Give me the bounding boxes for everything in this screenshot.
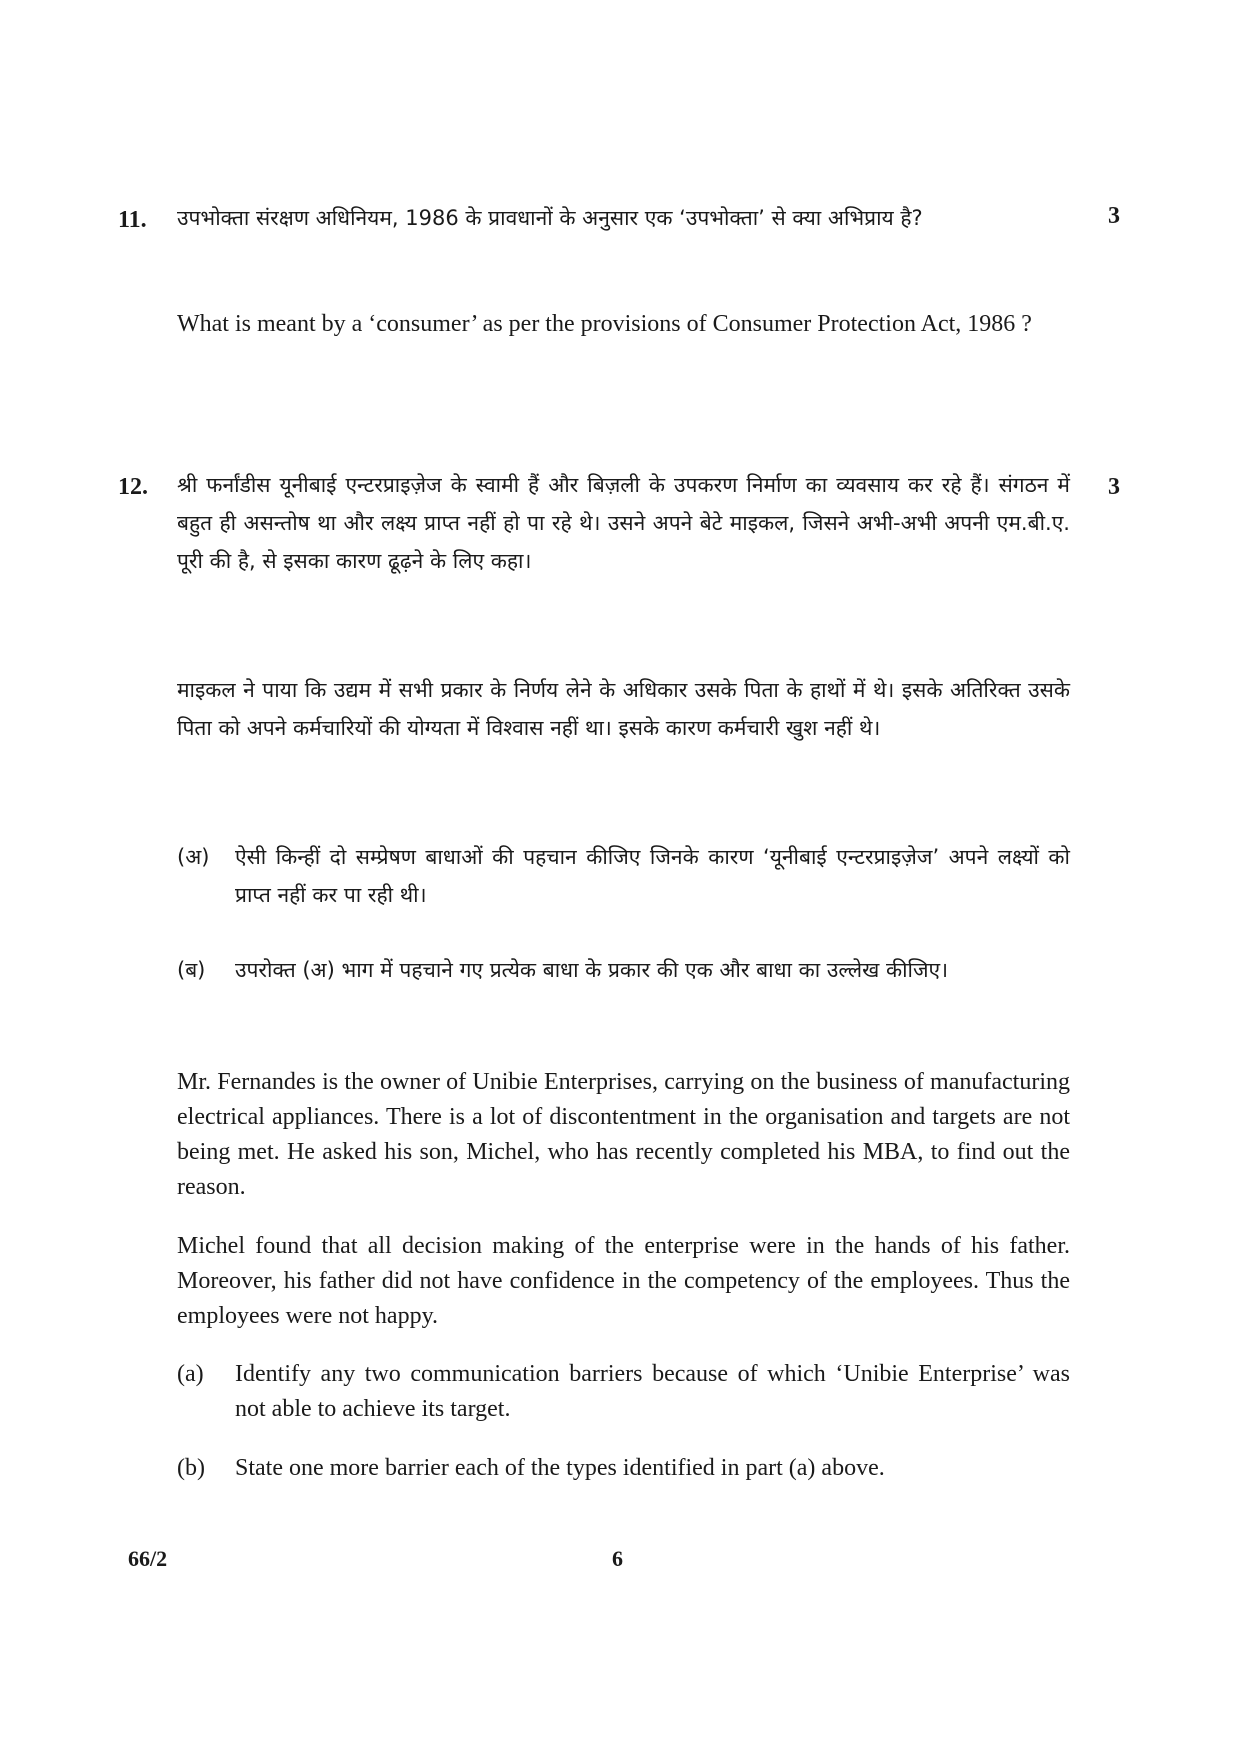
english-subquestion-a [177,1357,1070,1427]
subquestion-text: ऐसी किन्हीं दो सम्प्रेषण बाधाओं की पहचान कीजिए जिनके कारण ‘यूनीबाई एन्टरप्राइज़ेज’ अपने लक्ष्यों को प्राप्त नहीं कर पा रही थी। [235,845,1070,907]
question-english-paragraph: Michel found that all decision making of the enterprise were in the hands of his father. Moreover, his father did not have confidence in the competency of the employees. Thus the employees were not happy. [177,1233,1070,1329]
subquestion-text: State one more barrier each of the types identified in part (a) above. [235,1455,885,1481]
subquestion-label: (a) [177,1361,204,1387]
question-hindi-text: उपभोक्ता संरक्षण अधिनियम, 1986 के प्रावधानों के अनुसार एक ‘उपभोक्ता’ से क्या अभिप्राय है? [177,206,923,230]
paper-code: 66/2 [128,1546,168,1571]
subquestion-label: (ब) [177,958,206,982]
question-english-text: What is meant by a ‘consumer’ as per the provisions of Consumer Protection Act, 1986 ? [177,311,1032,337]
subquestion-text: Identify any two communication barriers because of which ‘Unibie Enterprise’ was not able to achieve its target. [235,1361,1070,1422]
question-marks: 3 [1108,474,1120,500]
question-number: 12. [118,474,148,500]
subquestion-label: (अ) [177,845,210,869]
question-number: 11. [118,207,147,233]
question-hindi-paragraph: श्री फर्नांडीस यूनीबाई एन्टरप्राइज़ेज के स्वामी हैं और बिज़ली के उपकरण निर्माण का व्यवसाय कर रहे हैं। संगठन में बहुत ही असन्तोष था और लक्ष्य प्राप्त नहीं हो पा रहे थे। उसने अपने बेटे माइकल, जिसने अभी-अभी अपनी एम.बी.ए. पूरी की है, से इसका कारण ढूढ़ने के लिए कहा। [177,473,1070,573]
question-hindi-paragraph: माइकल ने पाया कि उद्यम में सभी प्रकार के निर्णय लेने के अधिकार उसके पिता के हाथों में थे। इसके अतिरिक्त उसके पिता को अपने कर्मचारियों की योग्यता में विश्वास नहीं था। इसके कारण कर्मचारी खुश नहीं थे। [177,678,1070,740]
question-english-paragraph: Mr. Fernandes is the owner of Unibie Enterprises, carrying on the business of manufacturing electrical appliances. There is a lot of discontentment in the organisation and targets are not being met. He asked his son, Michel, who has recently completed his MBA, to find out the reason. [177,1069,1070,1200]
hindi-subquestion-a [177,838,1070,914]
question-marks: 3 [1108,203,1120,229]
hindi-subquestion-b [177,951,1070,989]
subquestion-label: (b) [177,1455,205,1481]
page-number: 6 [612,1546,623,1571]
english-subquestion-b [177,1451,1070,1486]
subquestion-text: उपरोक्त (अ) भाग में पहचाने गए प्रत्येक बाधा के प्रकार की एक और बाधा का उल्लेख कीजिए। [235,958,949,982]
